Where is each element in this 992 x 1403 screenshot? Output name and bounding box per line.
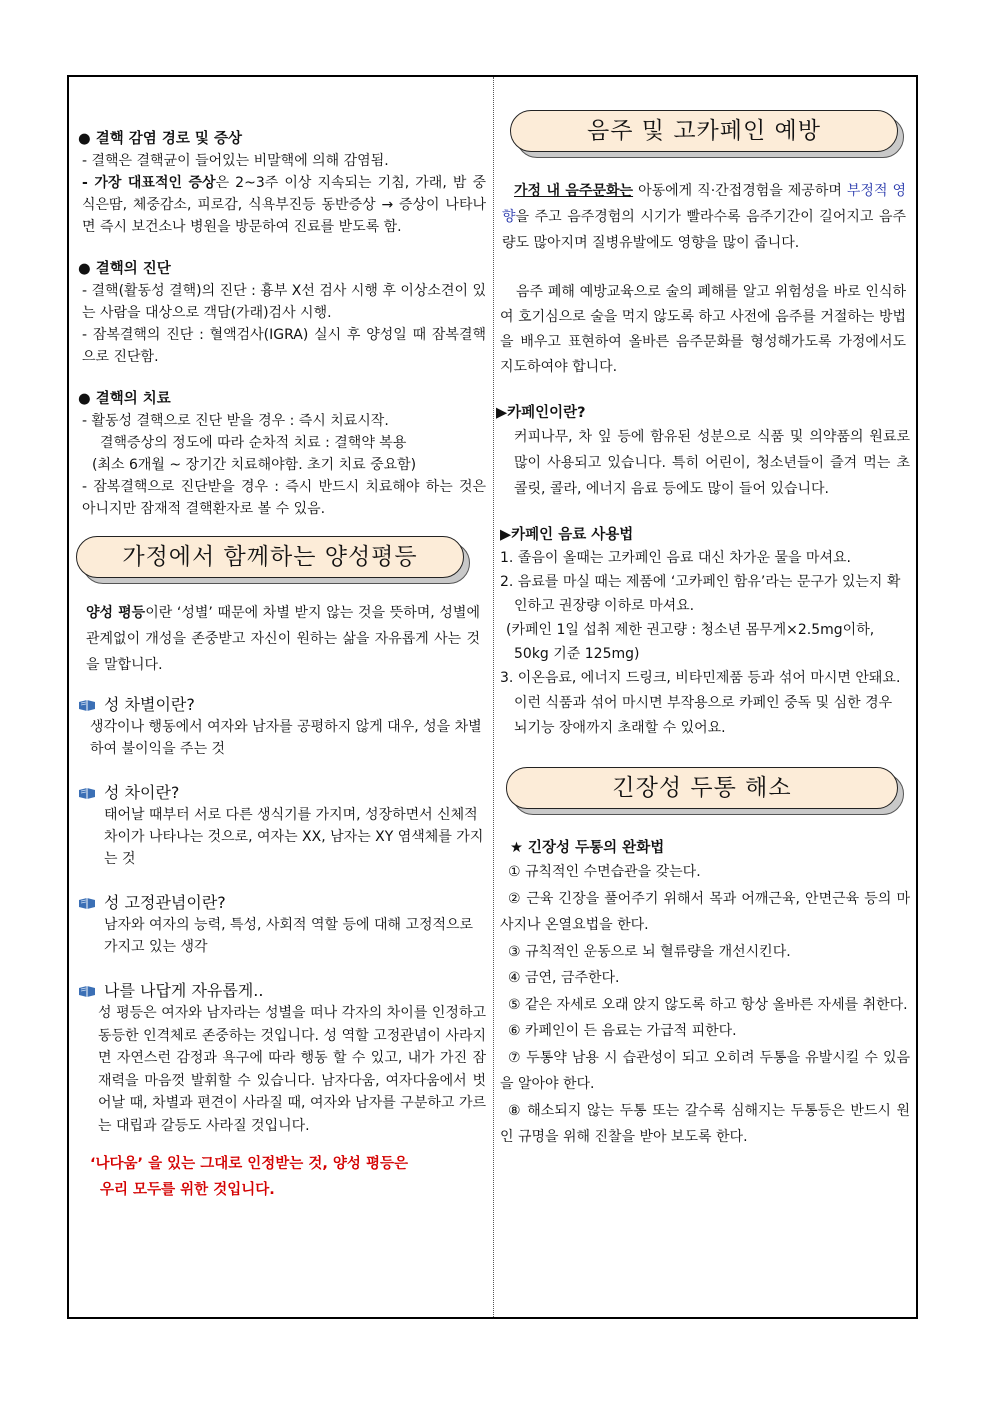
tb-route-2-rest: 은 2~3주 이상 지속되는 기침, 가래, 밤 중 식은땀, 체중감소, 피로감, 식욕부진등 동반증상 → 증상이 나타나면 즉시 보건소나 병원을 방문하여 진료를 받도록 함. (82, 175, 487, 235)
tb-route-title: ● 결핵 감염 경로 및 증상 (78, 131, 242, 147)
headache-title-banner (506, 767, 898, 809)
right-column (496, 110, 910, 1151)
gender-q2 (78, 782, 486, 804)
gender-intro (78, 600, 486, 678)
gender-q3-text: 성 고정관념이란? (104, 893, 226, 912)
tb-route-2-bold: - 가장 대표적인 증상 (82, 175, 216, 191)
gender-title-banner (76, 536, 464, 578)
gender-intro-rest: 이란 ‘성별’ 때문에 차별 받지 않는 것을 뜻하며, 성별에 관계없이 개성을 존중받고 자신이 원하는 삶을 자유롭게 사는 것을 말합니다. (86, 605, 480, 673)
gender-a1: 생각이나 행동에서 여자와 남자를 공평하지 않게 대우, 성을 차별하여 불이익을 주는 것 (90, 719, 482, 757)
alcohol-title-banner (510, 110, 898, 152)
tb-diag-title: ● 결핵의 진단 (78, 261, 171, 277)
tb-route-1: - 결핵은 결핵균이 들어있는 비말핵에 의해 감염됨. (82, 153, 389, 169)
tb-diag-2: - 잠복결핵의 진단 : 혈액검사(IGRA) 실시 후 양성일 때 잠복결핵으로 진단함. (82, 327, 486, 365)
caffeine-use-2: 2. 음료를 마실 때는 제품에 ‘고카페인 함유’라는 문구가 있는지 확인하고 권장량 이하로 마셔요. (500, 574, 901, 614)
headache-item: ② 근육 긴장을 풀어주기 위해서 목과 어깨근육, 안면근육 등의 마사지나 온열요법을 한다. (500, 890, 910, 933)
alcohol-title: 음주 및 고카페인 예방 (510, 110, 898, 152)
headache-item: ① 규칙적인 수면습관을 갖는다. (508, 864, 701, 880)
gender-q1 (78, 694, 486, 716)
tb-treat-4: - 잠복결핵으로 진단받을 경우 : 즉시 반드시 치료해야 하는 것은 아니지만 잠재적 결핵환자로 볼 수 있음. (82, 479, 486, 517)
tb-treat-title: ● 결핵의 치료 (78, 391, 171, 407)
gender-q1-text: 성 차별이란? (104, 695, 195, 714)
gender-a3: 남자와 여자의 능력, 특성, 사회적 역할 등에 대해 고정적으로 가지고 있는 생각 (104, 917, 474, 955)
gender-title: 가정에서 함께하는 양성평등 (76, 536, 464, 578)
tb-treat-3: (최소 6개월 ~ 장기간 치료해야함. 초기 치료 중요함) (92, 457, 417, 473)
gender-q2-text: 성 차이란? (104, 783, 180, 802)
caffeine-text: 커피나무, 차 잎 등에 함유된 성분으로 식품 및 의약품의 원료로 많이 사용되고 있습니다. 특히 어린이, 청소년들이 즐겨 먹는 초콜릿, 콜라, 에너지 음료 등에도 많이 들어 있습니다. (514, 429, 910, 497)
headache-item: ⑤ 같은 자세로 오래 앉지 않도록 하고 항상 올바른 자세를 취한다. (508, 996, 908, 1013)
column-divider (493, 77, 494, 1317)
headache-item: ⑧ 해소되지 않는 두통 또는 갈수록 심해지는 두통등은 반드시 원인 규명을 위해 진찰을 받아 보도록 한다. (500, 1102, 910, 1145)
alcohol-p2: 음주 폐해 예방교육으로 술의 폐해를 알고 위험성을 바로 인식하여 호기심으로 술을 먹지 않도록 하고 사전에 음주를 거절하는 방법을 배우고 표현하여 올바른 음주문화를 형성해가도록 가정에서도 지도하여야 합니다. (500, 284, 906, 375)
headache-item: ⑦ 두통약 남용 시 습관성이 되고 오히려 두통을 유발시킬 수 있음을 알아야 한다. (500, 1049, 910, 1092)
headache-item: ③ 규칙적인 운동으로 뇌 혈류량을 개선시킨다. (508, 943, 791, 960)
book-icon (78, 985, 96, 997)
alcohol-p1-a: 아동에게 직·간접경험을 제공하며 (633, 183, 847, 199)
headache-item: ④ 금연, 금주한다. (508, 970, 620, 986)
caffeine-use-1: 1. 졸음이 올때는 고카페인 음료 대신 차가운 물을 마셔요. (500, 550, 851, 566)
left-column (78, 128, 486, 1203)
alcohol-p1-blue: 부정적 영향 (502, 183, 906, 225)
gender-a2: 태어날 때부터 서로 다른 생식기를 가지며, 성장하면서 신체적 차이가 나타나는 것으로, 여자는 XX, 남자는 XY 염색체를 가지는 것 (104, 807, 484, 867)
tb-treat-1: - 활동성 결핵으로 진단 받을 경우 : 즉시 치료시작. (82, 413, 389, 429)
tb-diag-1: - 결핵(활동성 결핵)의 진단 : 흉부 X선 검사 시행 후 이상소견이 있는 사람을 대상으로 객담(가래)검사 시행. (82, 283, 486, 321)
book-icon (78, 897, 96, 909)
gender-q4-text: 나를 나답게 자유롭게.. (104, 981, 264, 1000)
gender-a4: 성 평등은 여자와 남자라는 성별을 떠나 각자의 차이를 인정하고 동등한 인격체로 존중하는 것입니다. 성 역할 고정관념이 사라지면 자연스런 감정과 욕구에 따라 행동 할 수 있고, 내가 가진 잠재력을 마음껏 발휘할 수 있습니다. 남자다움, 여자다움에서 벗어날 때, 차별과 편견이 사라질 때, 여자와 남자를 구분하고 가르는 대립과 갈등도 사라질 것입니다. (98, 1005, 486, 1134)
gender-q3 (78, 892, 486, 914)
caffeine-title: ▶카페인이란? (496, 405, 586, 421)
headache-sub: ★ 긴장성 두통의 완화법 (510, 840, 665, 856)
tb-route-2 (78, 172, 486, 238)
gender-closing-1: ‘나다움’ 을 있는 그대로 인정받는 것, 양성 평등은 (90, 1156, 408, 1172)
alcohol-p1 (500, 178, 910, 256)
alcohol-p1-underlined: 가정 내 음주문화는 (514, 183, 634, 199)
gender-closing-2: 우리 모두를 위한 것입니다. (100, 1182, 275, 1198)
book-icon (78, 787, 96, 799)
book-icon (78, 699, 96, 711)
headache-item: ⑥ 카페인이 든 음료는 가급적 피한다. (508, 1023, 737, 1039)
caffeine-use-3: 3. 이온음료, 에너지 드링크, 비타민제품 등과 섞어 마시면 안돼요. 이런 식품과 섞어 마시면 부작용으로 카페인 중독 및 심한 경우 뇌기능 장애까지 초래할 수 있어요. (500, 670, 901, 736)
caffeine-use-2b: (카페인 1일 섭취 제한 권고량 : 청소년 몸무게×2.5mg이하, 50kg 기준 125mg) (506, 622, 875, 662)
headache-title: 긴장성 두통 해소 (506, 767, 898, 809)
gender-intro-bold: 양성 평등 (86, 605, 146, 621)
tb-treat-2: 결핵증상의 정도에 따라 순차적 치료 : 결핵약 복용 (100, 435, 407, 451)
headache-list (500, 859, 910, 1151)
alcohol-p1-b: 을 주고 음주경험의 시기가 빨라수록 음주기간이 길어지고 음주량도 많아지며 질병유발에도 영향을 많이 줍니다. (502, 209, 906, 251)
gender-q4 (78, 980, 486, 1002)
caffeine-use-title: ▶카페인 음료 사용법 (500, 527, 634, 543)
